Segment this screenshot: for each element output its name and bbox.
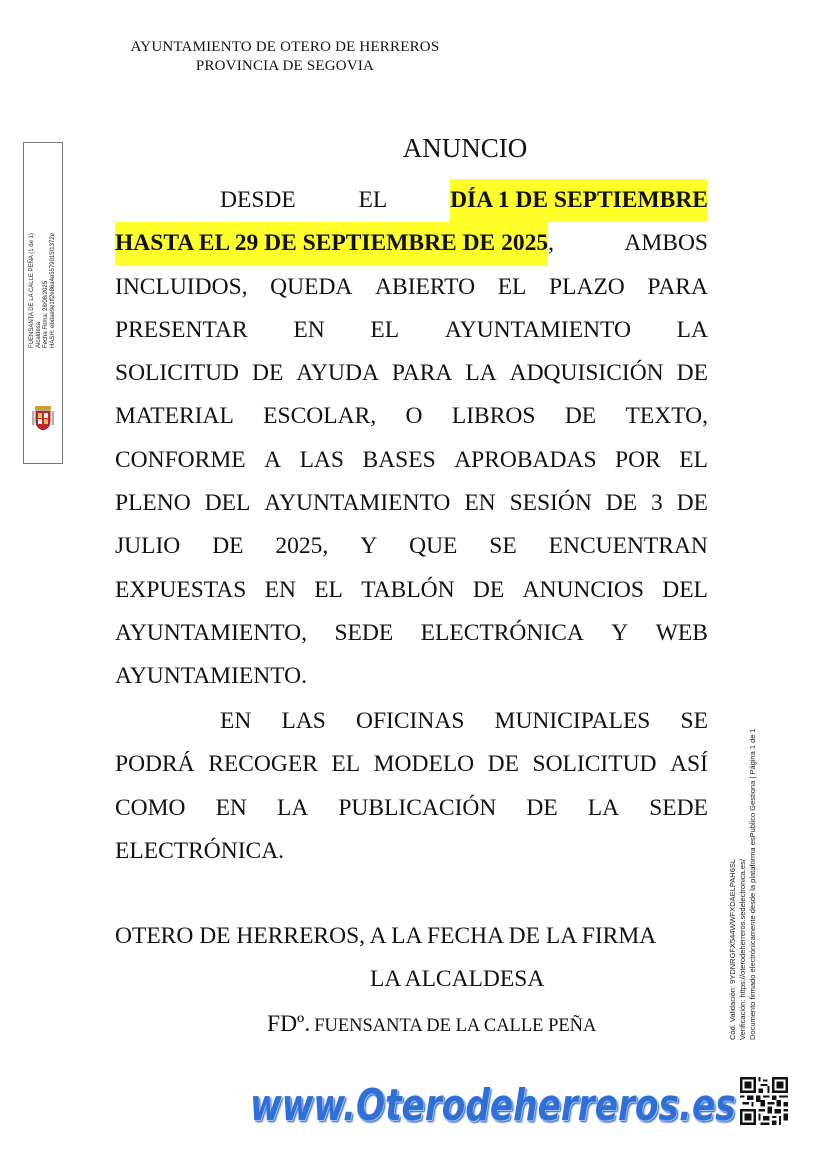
word: EL <box>331 751 361 778</box>
letterhead <box>100 38 470 76</box>
word: DE <box>526 794 558 821</box>
word: AYUNTAMIENTO. <box>115 663 307 690</box>
word: LAS <box>281 708 326 734</box>
word: PARA <box>391 360 453 387</box>
word: DESDE <box>220 187 296 213</box>
word: EL <box>358 187 388 213</box>
word: SEDE <box>334 619 394 646</box>
word: PRESENTAR <box>115 316 248 343</box>
stamp-line: FUENSANTA DE LA CALLE PEÑA (1 de 1) <box>29 233 35 348</box>
verification-line: Cód. Validación: 9YDNRGFX544WWFXDAELPAH6SL <box>728 858 737 1040</box>
highlighted-text: HASTA EL 29 DE SEPTIEMBRE DE 2025 <box>115 222 548 265</box>
text-line <box>115 179 708 222</box>
text-line <box>115 700 708 743</box>
word: AYUNTAMIENTO <box>264 490 451 517</box>
word: PODRÁ <box>115 751 195 778</box>
word: PLAZO <box>549 273 625 300</box>
word: RECOGER <box>208 751 318 778</box>
word: ENCUENTRAN <box>548 533 708 560</box>
text-line <box>115 352 708 395</box>
text-line <box>115 395 708 438</box>
word: DE <box>472 576 505 603</box>
word: DE <box>564 403 597 430</box>
signature-stamp-text <box>29 148 57 348</box>
word: DE <box>676 360 708 387</box>
document-title: ANUNCIO <box>402 133 528 163</box>
word: ESCOLAR, <box>263 403 377 430</box>
word: QUEDA <box>270 273 353 300</box>
word: AMBOS <box>624 230 708 257</box>
word: EL <box>497 273 527 300</box>
text-line <box>115 222 708 265</box>
word: COMO <box>115 794 186 821</box>
word: EL <box>314 576 343 603</box>
letterhead-municipality: AYUNTAMIENTO DE OTERO DE HERREROS <box>130 39 440 55</box>
word: LA <box>465 360 497 387</box>
word: AYUDA <box>296 360 379 387</box>
word: 3 <box>651 490 663 517</box>
word: O <box>405 403 423 430</box>
text-line <box>115 830 708 873</box>
word: SESIÓN <box>509 490 592 517</box>
word: BASES <box>362 446 436 473</box>
word: DE <box>487 751 519 778</box>
verification-line: Verificación: https://oterodeherreros.sedelectronica.es/ <box>738 859 747 1040</box>
word: LA <box>676 316 708 343</box>
word: SOLICITUD <box>532 751 657 778</box>
word: TEXTO, <box>625 403 708 430</box>
word: ASÍ <box>670 751 708 778</box>
word: SOLICITUD <box>115 360 240 387</box>
signer-role: LA ALCALDESA <box>370 966 545 992</box>
word: , <box>548 230 554 257</box>
word: EN <box>220 708 252 734</box>
word: CONFORME <box>115 446 246 473</box>
word: TABLÓN <box>361 576 455 603</box>
stamp-line: HASH: ebdae9e1ff2e86a4e5579015f1372e <box>50 233 56 348</box>
signed-prefix: FDº. <box>267 1011 311 1037</box>
text-line <box>115 439 708 482</box>
verification-line: Documento firmado electrónicamente desde la plataforma esPublico Gestiona | Página 1 de 1 <box>748 728 757 1040</box>
word: APROBADAS <box>454 446 597 473</box>
word: WEB <box>655 619 708 646</box>
word: OFICINAS <box>356 708 465 734</box>
word: QUE <box>409 533 458 560</box>
word: EL <box>370 316 400 343</box>
word: DEL <box>662 576 708 603</box>
word: EL <box>679 446 708 473</box>
word: ELECTRÓNICA. <box>115 837 285 864</box>
word: EN <box>264 576 296 603</box>
highlight-with-comma <box>115 222 554 265</box>
coat-of-arms-icon <box>32 405 54 431</box>
highlighted-text: DÍA 1 DE SEPTIEMBRE <box>450 179 708 222</box>
word: DEL <box>204 490 251 517</box>
text-line <box>115 743 708 786</box>
announcement-paragraph-1 <box>115 179 708 699</box>
signer-name: FUENSANTA DE LA CALLE PEÑA <box>314 1016 597 1036</box>
text-line <box>115 309 708 352</box>
word: SE <box>489 533 517 560</box>
word: EN <box>293 316 325 343</box>
text-line <box>115 612 708 655</box>
word: DE <box>251 360 284 387</box>
word: ELECTRÓNICA <box>420 619 584 646</box>
word: ANUNCIOS <box>522 576 644 603</box>
word: AYUNTAMIENTO, <box>115 619 307 646</box>
qr-code-icon <box>740 1077 788 1125</box>
word: EN <box>215 794 247 821</box>
stamp-line: Fecha Firma: 28/08/2025 <box>43 280 49 348</box>
word: LA <box>587 794 620 821</box>
verification-text <box>728 710 758 1040</box>
word: MUNICIPALES <box>494 708 651 734</box>
text-line <box>115 787 708 830</box>
word: DE <box>212 533 244 560</box>
word: EN <box>464 490 496 517</box>
word: A <box>264 446 282 473</box>
website-link[interactable]: www.Oterodeherreros.es <box>250 1080 736 1131</box>
word: MATERIAL <box>115 403 234 430</box>
word: SEDE <box>649 794 708 821</box>
word: LAS <box>299 446 345 473</box>
word: INCLUIDOS, <box>115 273 248 300</box>
word: Y <box>360 533 378 560</box>
word: PARA <box>647 273 708 300</box>
word: ADQUISICIÓN <box>509 360 664 387</box>
word: POR <box>615 446 661 473</box>
text-line <box>115 655 708 698</box>
word: MODELO <box>373 751 475 778</box>
word: 2025, <box>275 533 329 560</box>
word: DE <box>605 490 638 517</box>
announcement-paragraph-2 <box>115 700 708 873</box>
word: JULIO <box>115 533 181 560</box>
word: LA <box>276 794 309 821</box>
word: SE <box>680 708 708 734</box>
word: PUBLICACIÓN <box>338 794 497 821</box>
letterhead-province: PROVINCIA DE SEGOVIA <box>195 58 375 74</box>
stamp-line: Alcaldesa <box>36 321 42 348</box>
word: PLENO <box>115 490 191 517</box>
word: DE <box>676 490 708 517</box>
signer-line <box>267 1011 596 1038</box>
text-line <box>115 266 708 309</box>
word: EXPUESTAS <box>115 576 247 603</box>
place-and-date: OTERO DE HERREROS, A LA FECHA DE LA FIRMA <box>115 923 657 949</box>
text-line <box>115 569 708 612</box>
text-line <box>115 525 708 568</box>
signature-stamp <box>23 142 63 464</box>
text-line <box>115 482 708 525</box>
word: ABIERTO <box>375 273 476 300</box>
word: LIBROS <box>451 403 536 430</box>
word: Y <box>611 619 629 646</box>
word: AYUNTAMIENTO <box>444 316 631 343</box>
